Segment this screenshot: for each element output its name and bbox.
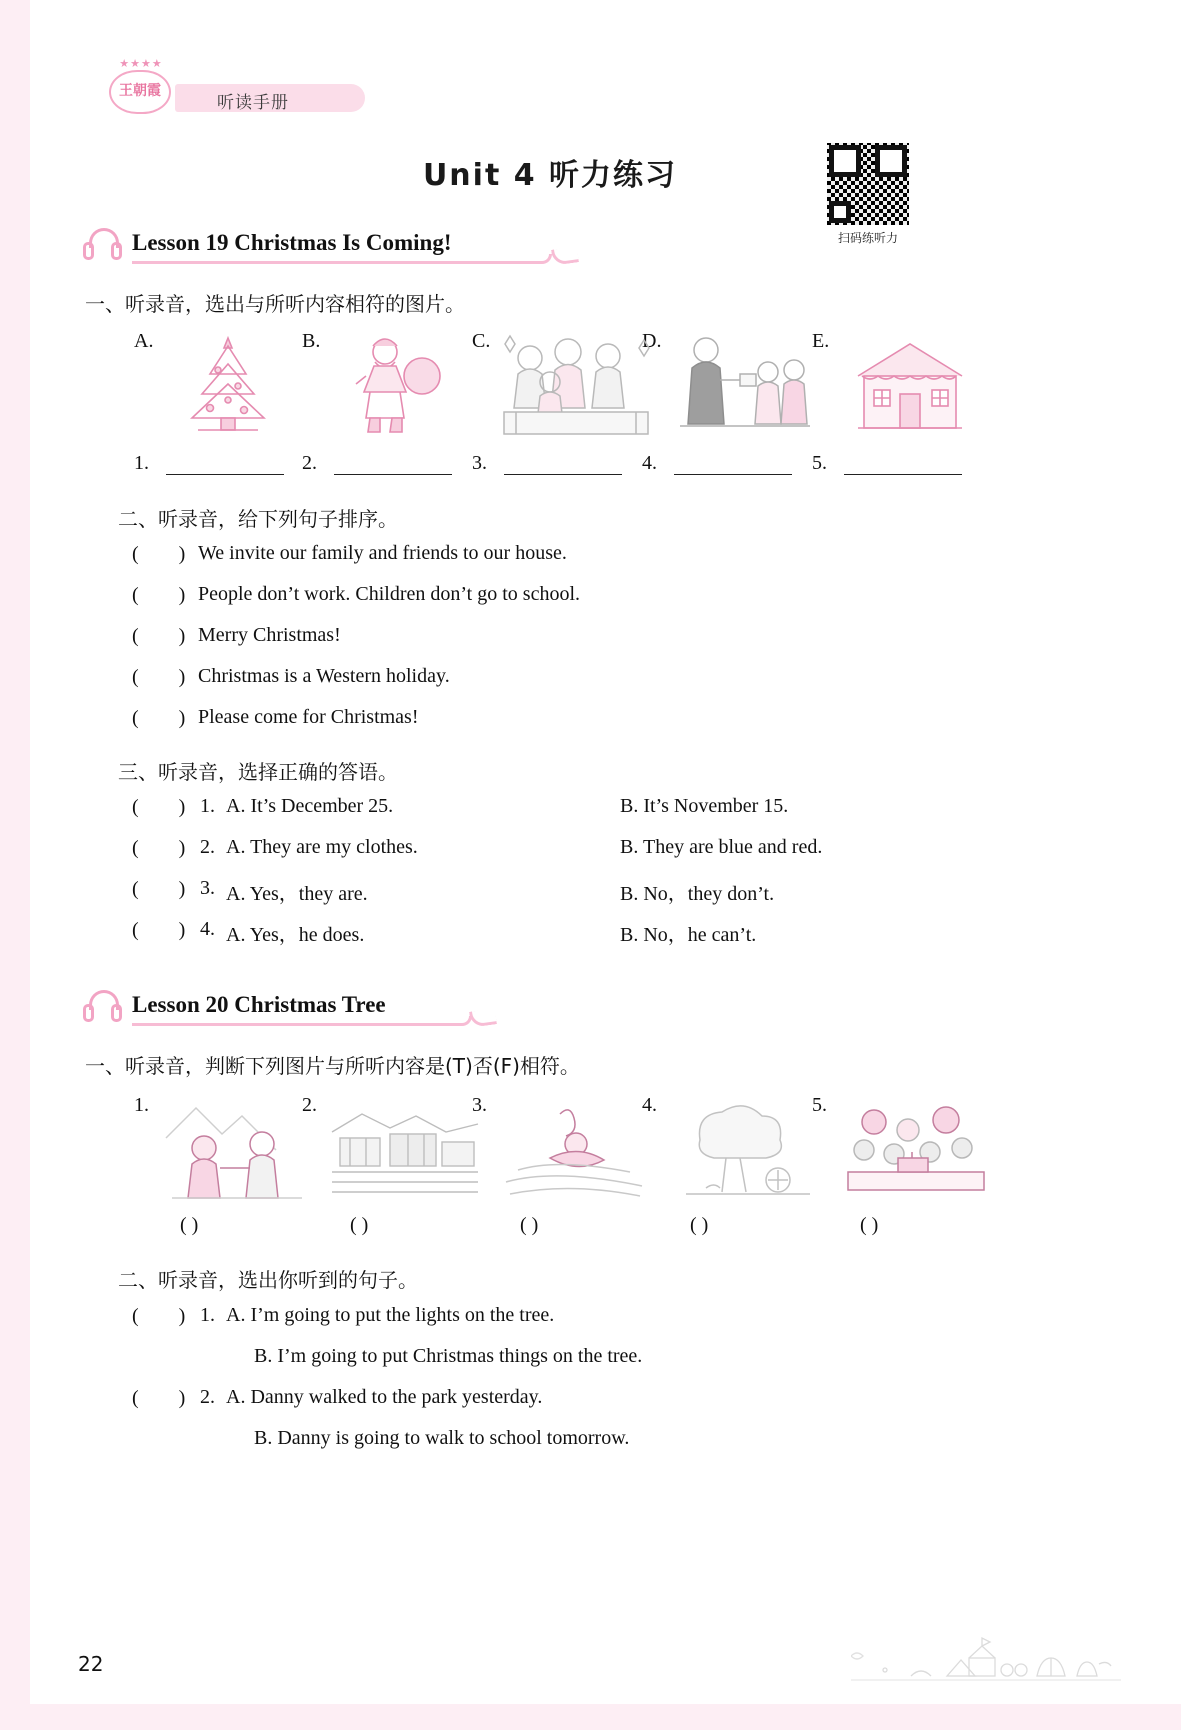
page-content xyxy=(30,0,1181,1704)
l20-q2-item-2-option-b[interactable]: B. Danny is going to walk to school tomorrow. xyxy=(254,1427,630,1449)
family-party-picture xyxy=(496,326,656,442)
l19-q3-item-4-number: 4. xyxy=(200,918,215,940)
l19-q2-bracket-3[interactable]: ( ) xyxy=(132,625,186,647)
l19-q3-bracket-2[interactable]: ( ) xyxy=(132,837,186,859)
stars-icon: ★★★★ xyxy=(119,58,163,70)
l19-q2-bracket-5[interactable]: ( ) xyxy=(132,707,186,729)
l20-q2-instruction: 二、听录音，选出你听到的句子。 xyxy=(118,1268,418,1292)
l19-q1-option-label-a: A. xyxy=(134,330,154,352)
qr-code-icon[interactable] xyxy=(827,143,909,225)
l20-q1-bracket-2[interactable]: ( ) xyxy=(350,1214,369,1236)
l19-q3-bracket-4[interactable]: ( ) xyxy=(132,919,186,941)
l19-q1-option-label-e: E. xyxy=(812,330,830,352)
page-number: 22 xyxy=(78,1652,104,1676)
l19-q3-item-2-option-b[interactable]: B. They are blue and red. xyxy=(620,836,823,858)
qr-caption: 扫码练听力 xyxy=(837,231,898,245)
l19-q3-bracket-1[interactable]: ( ) xyxy=(132,796,186,818)
l19-q3-item-3-option-a[interactable]: A. Yes，they are. xyxy=(226,883,368,905)
l19-q3-item-1-number: 1. xyxy=(200,795,215,817)
l20-q1-bracket-4[interactable]: ( ) xyxy=(690,1214,709,1236)
l20-q1-bracket-5[interactable]: ( ) xyxy=(860,1214,879,1236)
l19-q1-answer-number-5: 5. xyxy=(812,452,827,474)
l19-q1-instruction: 一、听录音，选出与所听内容相符的图片。 xyxy=(85,292,465,316)
l19-q2-bracket-4[interactable]: ( ) xyxy=(132,666,186,688)
booklet-label-bar xyxy=(175,84,365,112)
l20-q1-instruction: 一、听录音，判断下列图片与所听内容是(T)否(F)相符。 xyxy=(85,1054,580,1078)
l19-q1-answer-number-3: 3. xyxy=(472,452,487,474)
l19-q1-answer-blank-2[interactable] xyxy=(334,474,452,475)
l19-q2-bracket-1[interactable]: ( ) xyxy=(132,543,186,565)
l19-q3-bracket-3[interactable]: ( ) xyxy=(132,878,186,900)
l20-q1-number-4: 4. xyxy=(642,1094,657,1116)
headphones-icon xyxy=(82,228,126,262)
boy-swimming-picture xyxy=(500,1100,650,1208)
santa-claus-picture xyxy=(330,330,460,440)
birthday-party-picture xyxy=(838,1096,992,1210)
lesson-19-title: Lesson 19 Christmas Is Coming! xyxy=(132,230,452,255)
l19-q2-bracket-2[interactable]: ( ) xyxy=(132,584,186,606)
lesson-19-header xyxy=(82,226,602,266)
l19-q1-answer-blank-1[interactable] xyxy=(166,474,284,475)
booklet-label: 听读手册 xyxy=(217,93,289,113)
l20-q2-item-2-option-a[interactable]: A. Danny walked to the park yesterday. xyxy=(226,1386,543,1408)
gift-giving-picture xyxy=(670,326,820,442)
lesson-20-flourish-icon xyxy=(469,1008,497,1027)
l20-q1-bracket-3[interactable]: ( ) xyxy=(520,1214,539,1236)
l20-q2-bracket-1[interactable]: ( ) xyxy=(132,1305,186,1327)
lesson-19-underline xyxy=(132,254,552,264)
l19-q3-item-4-option-b[interactable]: B. No，he can’t. xyxy=(620,924,757,946)
l19-q1-option-label-b: B. xyxy=(302,330,321,352)
l20-q1-number-1: 1. xyxy=(134,1094,149,1116)
l19-q3-item-4-option-a[interactable]: A. Yes，he does. xyxy=(226,924,365,946)
village-street-picture xyxy=(330,1098,480,1210)
page-title: Unit 4 听力练习 xyxy=(422,158,678,193)
l19-q3-item-1-option-b[interactable]: B. It’s November 15. xyxy=(620,795,789,817)
qr-block[interactable] xyxy=(823,143,913,246)
l19-q2-sentence-2: People don’t work. Children don’t go to school. xyxy=(198,583,581,605)
l20-q2-item-1-number: 1. xyxy=(200,1304,215,1326)
two-children-snow-picture xyxy=(162,1098,312,1210)
l20-q2-item-1-option-b[interactable]: B. I’m going to put Christmas things on the tree. xyxy=(254,1345,643,1367)
headphones-icon xyxy=(82,990,126,1024)
l19-q1-answer-blank-4[interactable] xyxy=(674,474,792,475)
l20-q1-number-2: 2. xyxy=(302,1094,317,1116)
l19-q1-option-label-c: C. xyxy=(472,330,491,352)
page-header xyxy=(75,52,365,122)
l20-q2-item-2-number: 2. xyxy=(200,1386,215,1408)
l19-q1-answer-blank-5[interactable] xyxy=(844,474,962,475)
page-left-margin-band xyxy=(0,0,30,1730)
l19-q3-item-2-option-a[interactable]: A. They are my clothes. xyxy=(226,836,418,858)
l19-q3-instruction: 三、听录音，选择正确的答语。 xyxy=(118,760,398,784)
l19-q2-sentence-4: Christmas is a Western holiday. xyxy=(198,665,450,687)
l19-q1-answer-blank-3[interactable] xyxy=(504,474,622,475)
brand-name: 王朝霞 xyxy=(119,83,161,99)
l19-q1-answer-number-2: 2. xyxy=(302,452,317,474)
l19-q1-option-label-d: D. xyxy=(642,330,662,352)
l20-q2-item-1-option-a[interactable]: A. I’m going to put the lights on the tree. xyxy=(226,1304,555,1326)
l19-q3-item-2-number: 2. xyxy=(200,836,215,858)
christmas-tree-picture xyxy=(158,330,298,440)
l19-q3-item-3-option-b[interactable]: B. No，they don’t. xyxy=(620,883,775,905)
l20-q1-bracket-1[interactable]: ( ) xyxy=(180,1214,199,1236)
brand-logo xyxy=(101,58,181,120)
tree-and-boy-picture xyxy=(670,1096,820,1210)
l19-q2-instruction: 二、听录音，给下列句子排序。 xyxy=(118,507,398,531)
l19-q2-sentence-5: Please come for Christmas! xyxy=(198,706,419,728)
l19-q1-answer-number-4: 4. xyxy=(642,452,657,474)
lesson-20-underline xyxy=(132,1016,472,1026)
lesson-20-title: Lesson 20 Christmas Tree xyxy=(132,992,386,1017)
page-bottom-band xyxy=(0,1704,1181,1730)
l19-q3-item-3-number: 3. xyxy=(200,877,215,899)
l19-q2-sentence-3: Merry Christmas! xyxy=(198,624,341,646)
gingerbread-house-picture xyxy=(840,330,980,442)
lesson-20-header xyxy=(82,988,522,1028)
l19-q3-item-1-option-a[interactable]: A. It’s December 25. xyxy=(226,795,394,817)
l20-q1-number-3: 3. xyxy=(472,1094,487,1116)
l20-q2-bracket-2[interactable]: ( ) xyxy=(132,1387,186,1409)
l19-q1-answer-number-1: 1. xyxy=(134,452,149,474)
l20-q1-number-5: 5. xyxy=(812,1094,827,1116)
l19-q2-sentence-1: We invite our family and friends to our house. xyxy=(198,542,567,564)
lesson-19-flourish-icon xyxy=(551,246,579,265)
town-doodle-decoration xyxy=(851,1630,1121,1690)
